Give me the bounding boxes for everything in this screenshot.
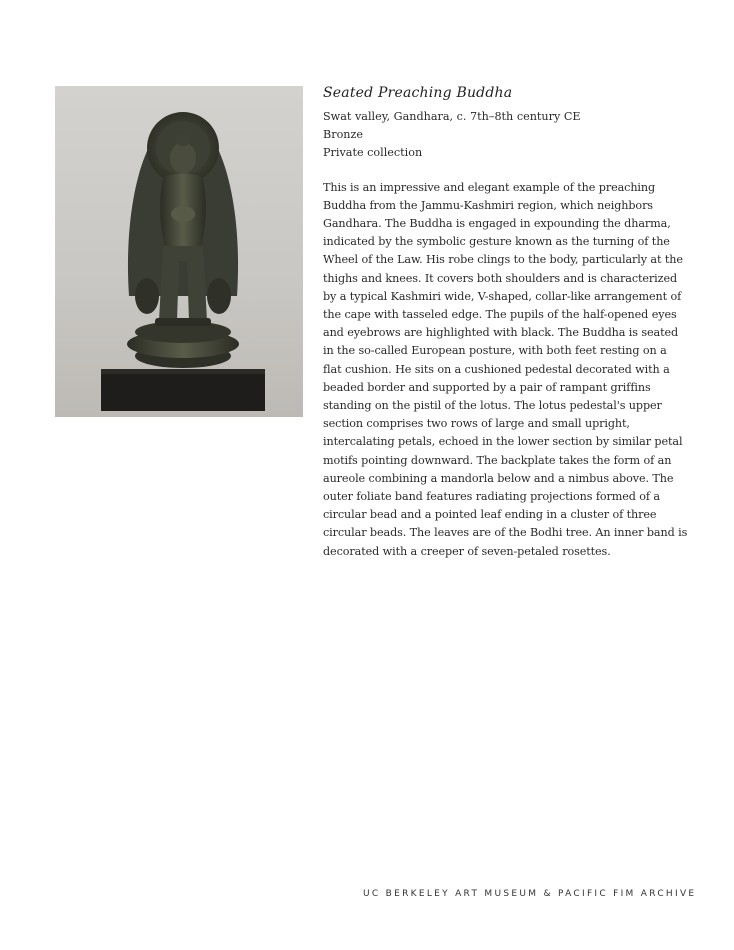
artwork-description: This is an impressive and elegant example of the preaching Buddha from the Jammu-Kashmiri region, which neighbors Gandhara. The Buddha is engaged in expounding the dharma, indicated by the symbolic gesture known as the turning of the Wheel of the Law. His robe clings to the body, particularly at the thighs and knees. It covers both shoulders and is characterized by a typical Kashmiri wide, V-shaped, collar-like arrangement of the cape with tasseled edge. The pupils of the half-opened eyes and eyebrows are highlighted with black. The Buddha is seated in the so-called European posture, with both feet resting on a flat cushion. He sits on a cushioned pedestal decorated with a beaded border and supported by a pair of rampant griffins standing on the pistil of the lotus. The lotus pedestal's upper section comprises two rows of large and small upright, intercalating petals, echoed in the lower section by similar petal motifs pointing downward. The backplate takes the form of an aureole combining a mandorla below and a nimbus above. The outer foliate band features radiating projections formed of a circular bead and a pointed leaf ending in a cluster of three circular beads. The leaves are of the Bodhi tree. An inner band is decorated with a creeper of seven-petaled rosettes. [323, 180, 688, 558]
footer-institution: UC BERKELEY ART MUSEUM & PACIFIC FIM ARCHIVE [363, 889, 697, 899]
artwork-medium: Bronze [323, 128, 364, 142]
artwork-title: Seated Preaching Buddha [323, 85, 513, 101]
buddha-sculpture-image [55, 86, 303, 417]
artwork-photo [55, 86, 303, 417]
artwork-collection: Private collection [323, 146, 423, 160]
artwork-text [323, 84, 688, 561]
artwork-origin: Swat valley, Gandhara, c. 7th–8th century CE [323, 110, 581, 123]
